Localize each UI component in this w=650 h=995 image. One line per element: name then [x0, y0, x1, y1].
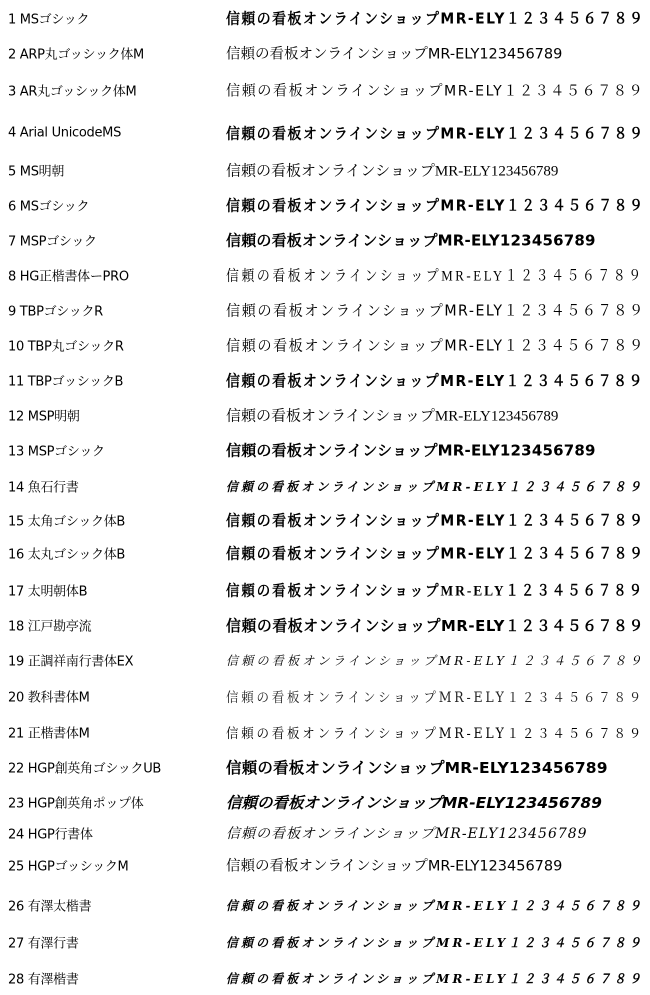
font-sample-text: 信頼の看板オンラインショップMR-ELY123456789	[226, 231, 596, 250]
font-name-label: 18 江戸勘亭流	[8, 619, 92, 635]
font-name-label: 17 太明朝体B	[8, 584, 88, 600]
font-sample-text: 信頼の看板オンラインショップMR-ELY１２３４５６７８９	[226, 83, 645, 100]
font-sample-text: 信頼の看板オンラインショップMR-ELY１２３４５６７８９	[226, 726, 645, 742]
font-sample-row	[0, 750, 650, 784]
font-sample-row	[0, 469, 650, 503]
font-name-label: 14 魚石行書	[8, 480, 79, 496]
font-name-label: 20 教科書体M	[8, 690, 90, 706]
font-sample-text: 信頼の看板オンラインショップMR-ELY123456789	[226, 408, 559, 425]
font-sample-row	[0, 293, 650, 327]
font-sample-text: 信頼の看板オンラインショップMR-ELY１２３４５６７８９	[226, 653, 645, 668]
font-sample-text: 信頼の看板オンラインショップMR-ELY１２３４５６７８９	[226, 301, 645, 320]
font-sample-row	[0, 188, 650, 222]
font-name-label: 6 MSゴシック	[8, 199, 90, 215]
font-sample-row	[0, 223, 650, 257]
font-name-label: 25 HGPゴッシックM	[8, 859, 129, 875]
font-name-label: 7 MSPゴシック	[8, 234, 97, 250]
font-sample-text: 信頼の看板オンラインショップMR-ELY123456789	[226, 794, 602, 812]
font-sample-text: 信頼の看板オンラインショップMR-ELY１２３４５６７８９	[226, 268, 644, 285]
font-sample-row	[0, 888, 650, 922]
font-sample-row	[0, 679, 650, 713]
font-sample-row	[0, 73, 650, 107]
font-name-label: 16 太丸ゴシック体B	[8, 547, 126, 563]
font-name-label: 13 MSPゴシック	[8, 444, 105, 460]
font-sample-text: 信頼の看板オンラインショップMR-ELY１２３４５６７８９	[226, 124, 645, 143]
font-sample-text: 信頼の看板オンラインショップMR-ELY123456789	[226, 46, 563, 63]
font-name-label: 27 有澤行書	[8, 936, 79, 952]
font-sample-row	[0, 715, 650, 749]
font-sample-text: 信頼の看板オンラインショップMR-ELY123456789	[226, 759, 608, 777]
font-name-label: 9 TBPゴシックR	[8, 304, 103, 320]
font-sample-row	[0, 36, 650, 70]
font-name-label: 10 TBP丸ゴシックR	[8, 339, 124, 355]
font-name-label: 26 有澤太楷書	[8, 899, 92, 915]
font-sample-text: 信頼の看板オンラインショップMR-ELY１２３４５６７８９	[226, 690, 645, 706]
font-sample-text: 信頼の看板オンラインショップMR-ELY１２３４５６７８９	[226, 898, 645, 913]
font-sample-row	[0, 258, 650, 292]
font-name-label: 12 MSP明朝	[8, 409, 80, 425]
font-sample-text: 信頼の看板オンラインショップMR-ELY１２３４５６７８９	[226, 336, 645, 355]
font-sample-text: 信頼の看板オンラインショップMR-ELY１２３４５６７８９	[226, 617, 644, 635]
font-sample-text: 信頼の看板オンラインショップMR-ELY123456789	[226, 826, 588, 842]
font-sample-row	[0, 643, 650, 677]
font-sample-text: 信頼の看板オンラインショップMR-ELY１２３４５６７８９	[226, 511, 645, 530]
font-sample-text: 信頼の看板オンラインショップMR-ELY１２３４５６７８９	[226, 479, 645, 494]
font-sample-row	[0, 363, 650, 397]
font-name-label: 15 太角ゴシック体B	[8, 514, 126, 530]
font-sample-text: 信頼の看板オンラインショップMR-ELY１２３４５６７８９	[226, 935, 645, 950]
font-sample-row	[0, 116, 650, 150]
font-name-label: 28 有澤楷書	[8, 972, 79, 988]
font-name-label: 5 MS明朝	[8, 164, 65, 180]
font-name-label: 11 TBPゴッシックB	[8, 374, 124, 390]
font-sample-text: 信頼の看板オンラインショップMR-ELY１２３４５６７８９	[226, 372, 644, 390]
font-sample-text: 信頼の看板オンラインショップMR-ELY１２３４５６７８９	[226, 544, 645, 563]
font-sample-row	[0, 328, 650, 362]
font-name-label: 21 正楷書体M	[8, 726, 90, 742]
font-name-label: 23 HGP創英角ポップ体	[8, 796, 144, 812]
font-sample-row	[0, 398, 650, 432]
font-sample-text: 信頼の看板オンラインショップMR-ELY１２３４５６７８９	[226, 971, 645, 986]
font-name-label: 22 HGP創英角ゴシックUB	[8, 761, 162, 777]
font-sample-row	[0, 503, 650, 537]
font-sample-row	[0, 433, 650, 467]
font-sample-row	[0, 608, 650, 642]
font-sample-row	[0, 785, 650, 819]
font-sample-row	[0, 848, 650, 882]
font-name-label: 3 AR丸ゴッシック体M	[8, 84, 137, 100]
font-sample-text: 信頼の看板オンラインショップMR-ELY１２３４５６７８９	[226, 583, 645, 600]
font-name-label: 19 正調祥南行書体EX	[8, 654, 134, 670]
font-sample-row	[0, 153, 650, 187]
font-sample-text: 信頼の看板オンラインショップMR-ELY123456789	[226, 441, 596, 460]
font-sample-text: 信頼の看板オンラインショップMR-ELY１２３４５６７８９	[226, 9, 645, 28]
font-name-label: 8 HG正楷書体ーPRO	[8, 269, 129, 285]
font-name-label: 24 HGP行書体	[8, 827, 93, 843]
font-sample-row	[0, 1, 650, 35]
font-sample-text: 信頼の看板オンラインショップMR-ELY123456789	[226, 858, 563, 875]
font-name-label: 4 Arial UnicodeMS	[8, 125, 122, 141]
font-sample-row	[0, 961, 650, 995]
font-name-label: 2 ARP丸ゴッシック体M	[8, 47, 144, 63]
font-sample-text: 信頼の看板オンラインショップMR-ELY１２３４５６７８９	[226, 196, 645, 215]
font-sample-row	[0, 573, 650, 607]
font-sample-row	[0, 816, 650, 850]
font-sample-text: 信頼の看板オンラインショップMR-ELY123456789	[226, 163, 559, 180]
font-name-label: 1 MSゴシック	[8, 12, 90, 28]
font-sample-row	[0, 536, 650, 570]
font-sample-row	[0, 925, 650, 959]
